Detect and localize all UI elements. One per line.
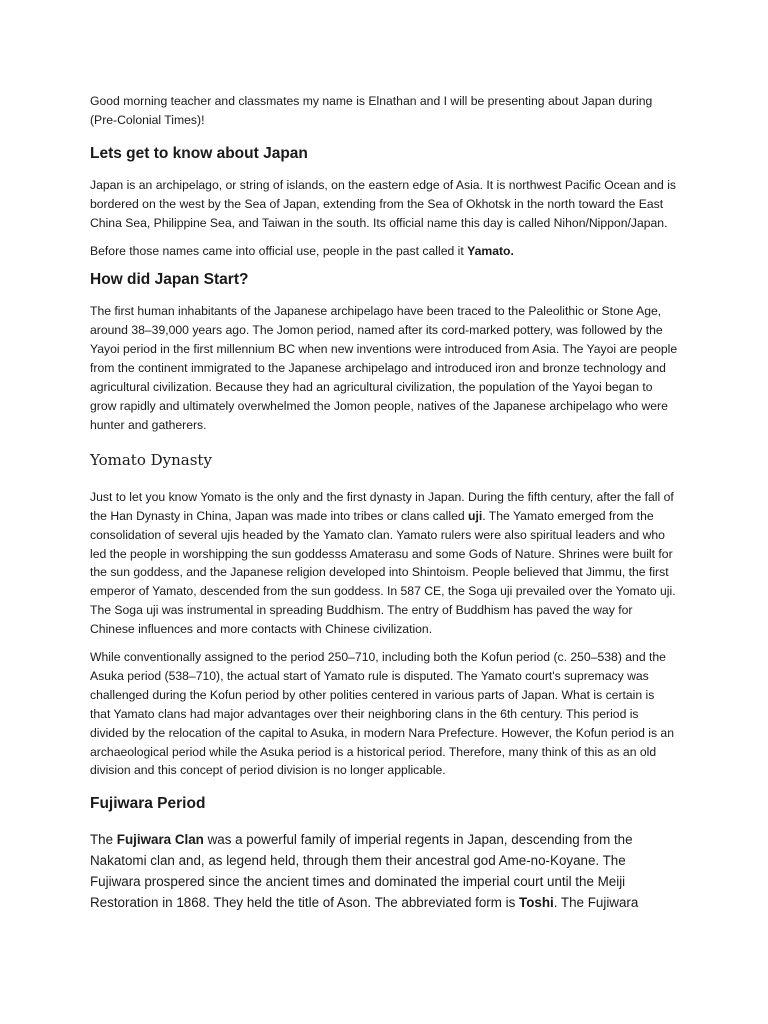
paragraph-geography: Japan is an archipelago, or string of islands, on the eastern edge of Asia. It is northwest Pacific Ocean and is bordered on the west by the Sea of Japan, extending from the Sea of Okhotsk in the north toward the East China Sea, Philippine Sea, and Taiwan in the south. Its official name this day is called Nihon/Nippon/Japan. — [90, 177, 677, 230]
paragraph-fujiwara — [90, 829, 678, 913]
text-run: . The Yamato emerged from the consolidation of several ujis headed by the Yamato clan. Yamato rulers were also spiritual leaders and who led the people in worshipping the sun goddesss Amaterasu and some Gods of Nature. Shrines were built for the sun goddess, and the Japanese religion developed into Shintoism. People believed that Jimmu, the first emperor of Yamato, descended from the sun goddess. In 587 CE, the Soga uji prevailed over the Yomato uji. The Soga uji was instrumental in spreading Buddhism. The entry of Buddhism has paved the way for Chinese influences and more contacts with Chinese civilization. — [90, 508, 676, 637]
intro-paragraph: Good morning teacher and classmates my name is Elnathan and I will be presenting about Japan during (Pre-Colonial Times)! — [90, 94, 653, 127]
heading-fujiwara: Fujiwara Period — [90, 795, 206, 813]
paragraph-yomato-2: While conventionally assigned to the period 250–710, including both the Kofun period (c. 250–538) and the Asuka period (538–710), the actual start of Yamato rule is disputed. The Yamato court's supremacy was challenged during the Kofun period by other polities centered in various parts of Japan. What is certain is that Yamato clans had major advantages over their neighboring clans in the 6th century. This period is divided by the relocation of the capital to Asuka, in modern Nara Prefecture. However, the Kofun period is an archaeological period while the Asuka period is a historical period. Therefore, many think of this as an old division and this concept of period division is no longer applicable. — [90, 650, 674, 778]
heading-japan-start: How did Japan Start? — [90, 271, 249, 289]
heading-yomato-dynasty: Yomato Dynasty — [90, 450, 212, 469]
text-run: Before those names came into official use, people in the past called it — [90, 243, 468, 258]
text-run: Just to let you know Yomato is the only and the first dynasty in Japan. During the fifth century, after the fall of the Han Dynasty in China, Japan was made into tribes or clans called — [90, 489, 674, 523]
paragraph-origins: The first human inhabitants of the Japanese archipelago have been traced to the Paleolithic or Stone Age, around 38–39,000 years ago. The Jomon period, named after its cord-marked pottery, was followed by the Yayoi period in the first millennium BC when new inventions were introduced from Asia. The Yayoi are people from the continent immigrated to the Japanese archipelago and introduced iron and bronze technology and agricultural civilization. Because they had an agricultural civilization, the population of the Yayoi began to grow rapidly and ultimately overwhelmed the Jomon people, natives of the Japanese archipelago who were hunter and gatherers. — [90, 304, 678, 432]
bold-uji: uji — [468, 508, 483, 523]
text-run: was a powerful family of imperial regents in Japan, descending from the Nakatomi clan and, as legend held, through them their ancestral god Ame-no-Koyane. The Fujiwara prospered since the ancient times and dominated the imperial court until the Meiji Restoration in 1868. They held the title of Ason. The abbreviated form is — [90, 832, 633, 911]
paragraph-yomato-1 — [90, 488, 678, 639]
text-run: . The Fujiwara — [553, 895, 639, 911]
heading-know-japan: Lets get to know about Japan — [90, 144, 308, 162]
bold-fujiwara-clan: Fujiwara Clan — [116, 832, 204, 848]
bold-toshi: Toshi — [519, 895, 554, 911]
paragraph-yamato-name — [90, 242, 678, 261]
text-run: The — [90, 832, 117, 848]
bold-yamato: Yamato. — [467, 243, 514, 258]
